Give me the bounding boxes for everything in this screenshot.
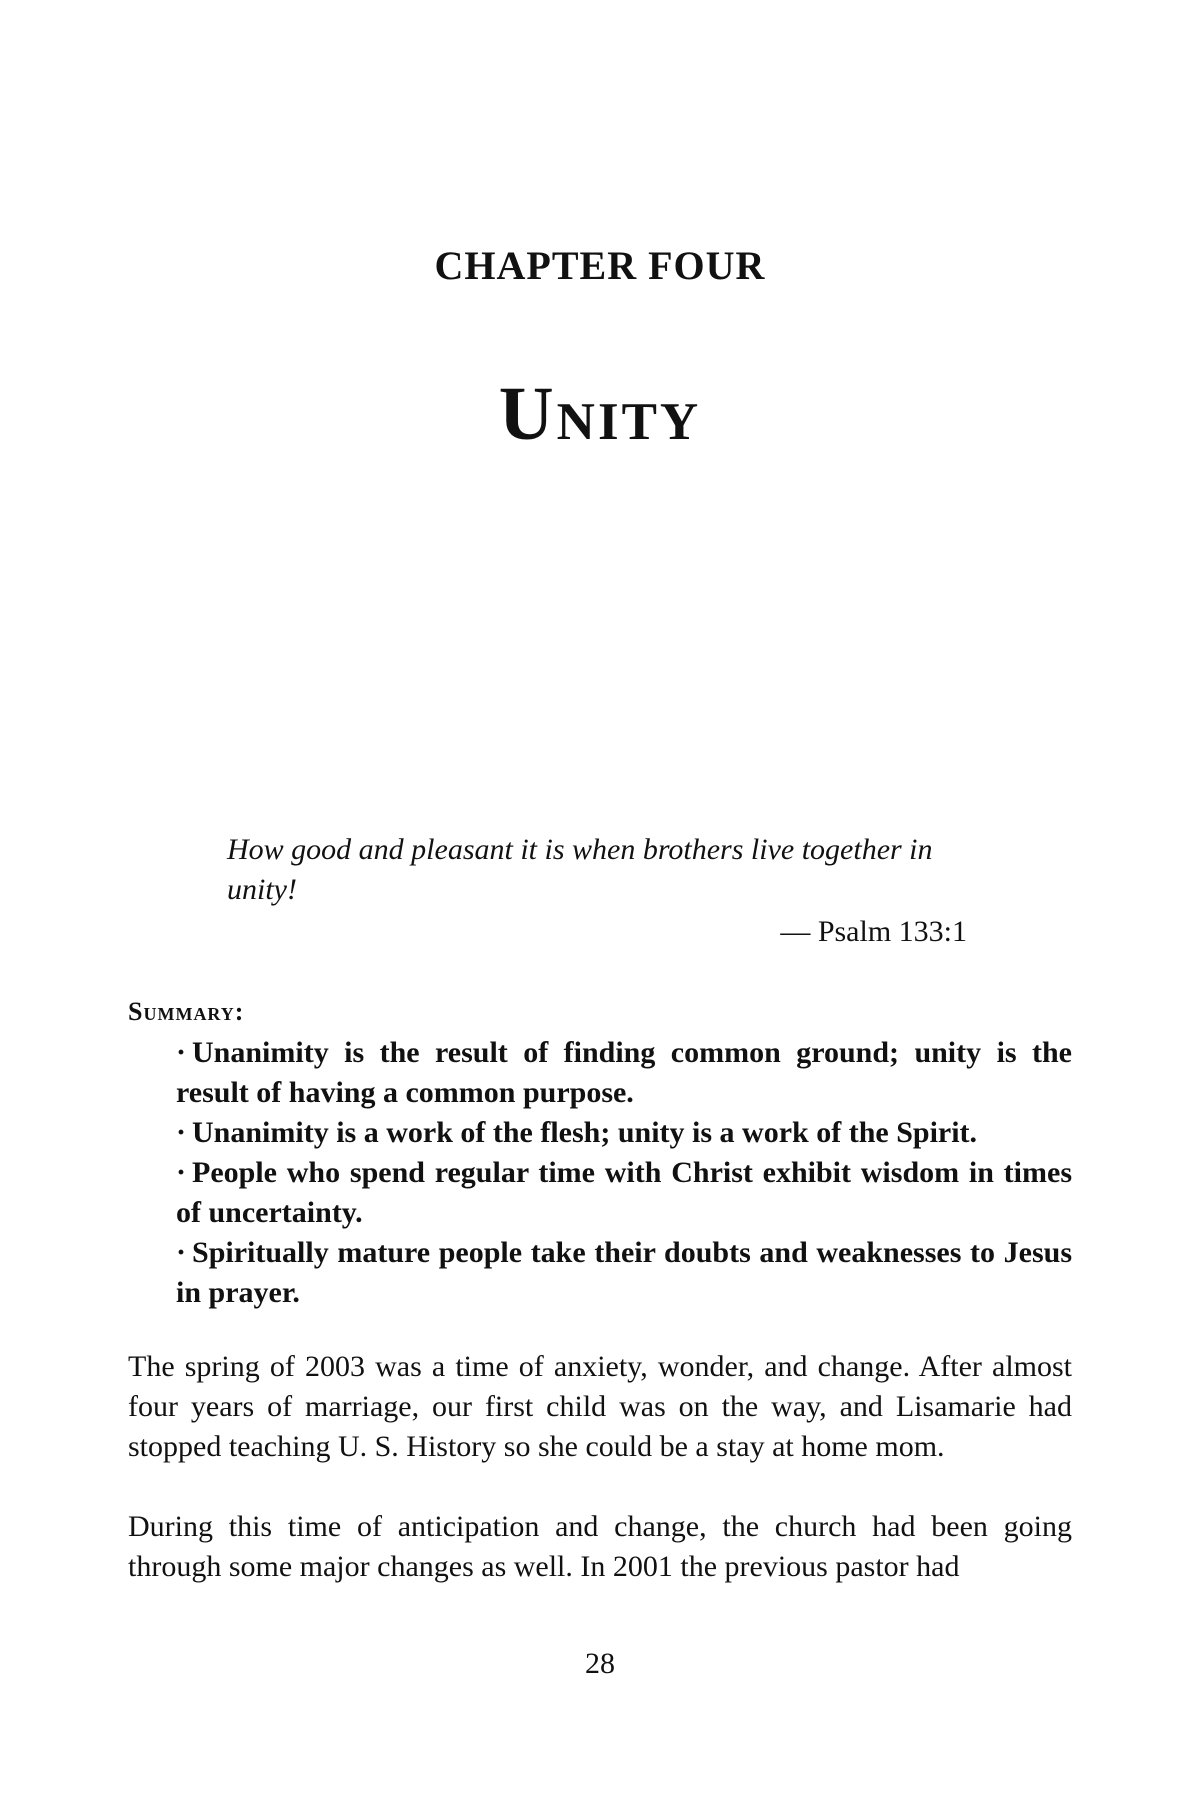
epigraph-attribution: — Psalm 133:1 <box>780 915 967 948</box>
bullet-icon: · <box>176 1156 187 1189</box>
summary-item <box>176 1153 1072 1233</box>
chapter-summary <box>128 997 1072 1313</box>
summary-list <box>128 1033 1072 1313</box>
bullet-icon: · <box>176 1236 187 1269</box>
summary-item <box>176 1033 1072 1113</box>
body-paragraph: During this time of anticipation and change, the church had been going through some major changes as well. In 2001 the previous pastor had <box>128 1510 1072 1583</box>
epigraph <box>227 830 967 952</box>
summary-item-text: Spiritually mature people take their doubts and weaknesses to Jesus in prayer. <box>176 1236 1072 1309</box>
bullet-icon: · <box>176 1116 187 1149</box>
summary-item-text: Unanimity is the result of finding common ground; unity is the result of having a common purpose. <box>176 1036 1072 1109</box>
summary-item-text: People who spend regular time with Christ exhibit wisdom in times of uncertainty. <box>176 1156 1072 1229</box>
chapter-number: CHAPTER FOUR <box>434 243 766 288</box>
summary-item-text: Unanimity is a work of the flesh; unity is a work of the Spirit. <box>192 1116 978 1149</box>
epigraph-quote: How good and pleasant it is when brothers live together in unity! <box>227 833 933 906</box>
chapter-title: Unity <box>498 372 702 456</box>
page-number: 28 <box>585 1647 615 1680</box>
summary-heading: Summary: <box>128 997 245 1026</box>
body-paragraph: The spring of 2003 was a time of anxiety, wonder, and change. After almost four years of marriage, our first child was on the way, and Lisamarie had stopped teaching U. S. History so she could be a stay at home mom. <box>128 1350 1072 1463</box>
summary-item <box>176 1113 1072 1153</box>
summary-item <box>176 1233 1072 1313</box>
bullet-icon: · <box>176 1036 187 1069</box>
